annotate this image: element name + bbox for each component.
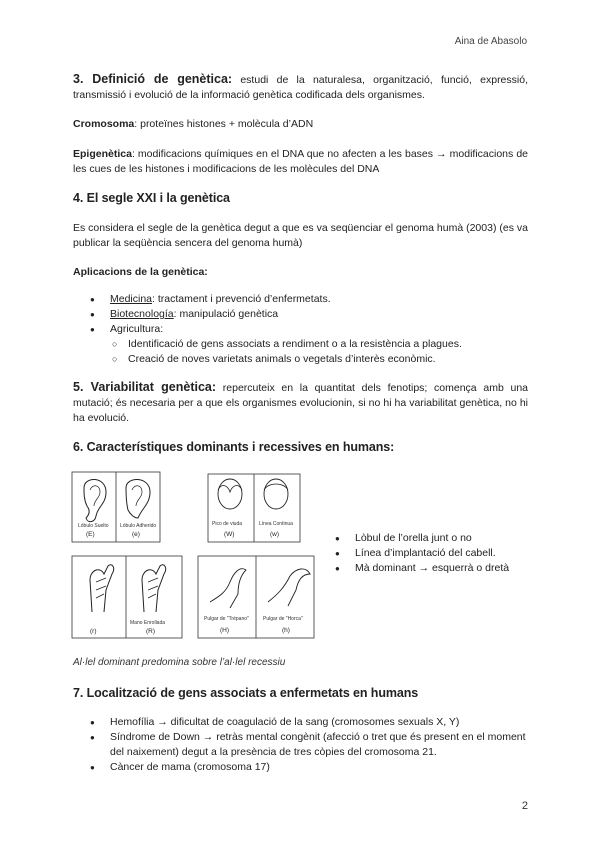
figure-caption: Al·lel dominant predomina sobre l’al·lel recessiu	[73, 657, 286, 668]
cromosoma-term: Cromosoma	[73, 118, 135, 130]
thumb-panel	[198, 556, 314, 638]
list-item	[90, 292, 530, 307]
hair-right-label: Línea Continua	[259, 521, 293, 527]
section3-paragraph	[73, 72, 528, 103]
ear-right-letter: (e)	[132, 531, 140, 538]
cromosoma-paragraph	[73, 117, 528, 132]
cromosoma-text: : proteïnes histones + molècula d’ADN	[134, 118, 314, 130]
list-item: ● Síndrome de Down → retràs mental congènit (afecció o tret que és present en el moment del naixement) degut a la presència de tres còpies del cromosoma 21.	[90, 730, 528, 760]
section4-title: 4. El segle XXI i la genètica	[73, 191, 230, 205]
sub-list-item: ○ Creació de noves varietats animals o vegetals d’interès econòmic.	[90, 352, 530, 367]
epigenetica-term: Epigenètica	[73, 148, 132, 160]
ear-lobe-panel	[72, 472, 160, 542]
epigenetica-text: : modificacions químiques en el DNA que no afecten a les bases → modificacions de les cues de les histones i modificacions de les molècules del DNA	[73, 148, 528, 175]
diseases-list	[90, 715, 528, 775]
list-item-term: Medicina	[110, 293, 153, 305]
traits-figure	[70, 470, 320, 645]
list-item: ● Hemofília → dificultat de coagulació de la sang (cromosomes sexuals X, Y)	[90, 715, 528, 730]
section4-text: Es considera el segle de la genètica degut a que es va seqüenciar el genoma humà (2003) (es va publicar la seqüència sencera del genoma humà)	[73, 222, 528, 249]
list-item-text: Agricultura:	[110, 323, 164, 335]
applications-list	[90, 292, 530, 367]
section7-title: 7. Localització de gens associats a enfermetats en humans	[73, 686, 419, 700]
section3-text: estudi de la naturalesa, organització, funció, expressió, transmissió i evolució de la informació genètica codificada dels organismes.	[73, 74, 528, 101]
header-author: Aina de Abasolo	[454, 36, 527, 47]
list-item: ● Lòbul de l’orella junt o no	[335, 531, 535, 546]
section3-title: 3. Definició de genètica:	[73, 72, 233, 86]
ear-right-label: Lóbulo Adherido	[120, 523, 157, 529]
applications-subheading: Aplicacions de la genètica:	[73, 266, 208, 278]
thumb-right-label: Pulgar de "Horca"	[263, 616, 303, 622]
hand-right-label: Mano Enrollada	[130, 620, 166, 626]
ear-left-label: Lóbulo Suelto	[78, 523, 109, 529]
list-item: ● Càncer de mama (cromosoma 17)	[90, 760, 528, 775]
thumb-left-letter: (H)	[220, 627, 230, 634]
list-item-text: : manipulació genètica	[173, 308, 279, 320]
ear-left-letter: (E)	[86, 531, 95, 538]
section5-title: 5. Variabilitat genètica:	[73, 380, 217, 394]
section5-paragraph	[73, 380, 528, 426]
agriculture-sublist	[90, 337, 530, 367]
list-item	[90, 322, 530, 367]
hair-left-letter: (W)	[224, 531, 235, 538]
epigenetica-paragraph	[73, 147, 528, 177]
hair-right-letter: (w)	[270, 531, 280, 538]
hair-left-label: Pico de viuda	[212, 521, 243, 527]
list-item	[90, 307, 530, 322]
page-number: 2	[521, 800, 528, 812]
hand-clasp-panel	[72, 556, 182, 638]
list-item: ● Mà dominant → esquerrà o dretà	[335, 561, 535, 576]
hand-left-letter: (r)	[90, 628, 97, 635]
list-item-term: Biotecnología	[110, 308, 174, 320]
section6-title: 6. Característiques dominants i recessives en humans:	[73, 440, 395, 454]
sub-list-item: ○ Identificació de gens associats a rendiment o a la resistència a plagues.	[90, 337, 530, 352]
hand-right-letter: (R)	[146, 628, 156, 635]
list-item-text: : tractament i prevenció d’enfermetats.	[152, 293, 331, 305]
list-item: ● Línea d’implantació del cabell.	[335, 546, 535, 561]
section5-text: repercuteix en la quantitat dels fenotips; comença amb una mutació; és necesaria per a que els organismes evolucionin, si no hi ha variabilitat genètica, no hi ha evolució.	[73, 382, 529, 424]
hairline-panel	[208, 474, 300, 542]
traits-list	[335, 531, 535, 576]
thumb-left-label: Pulgar de "Trépano"	[204, 616, 249, 622]
thumb-right-letter: (h)	[282, 627, 290, 634]
